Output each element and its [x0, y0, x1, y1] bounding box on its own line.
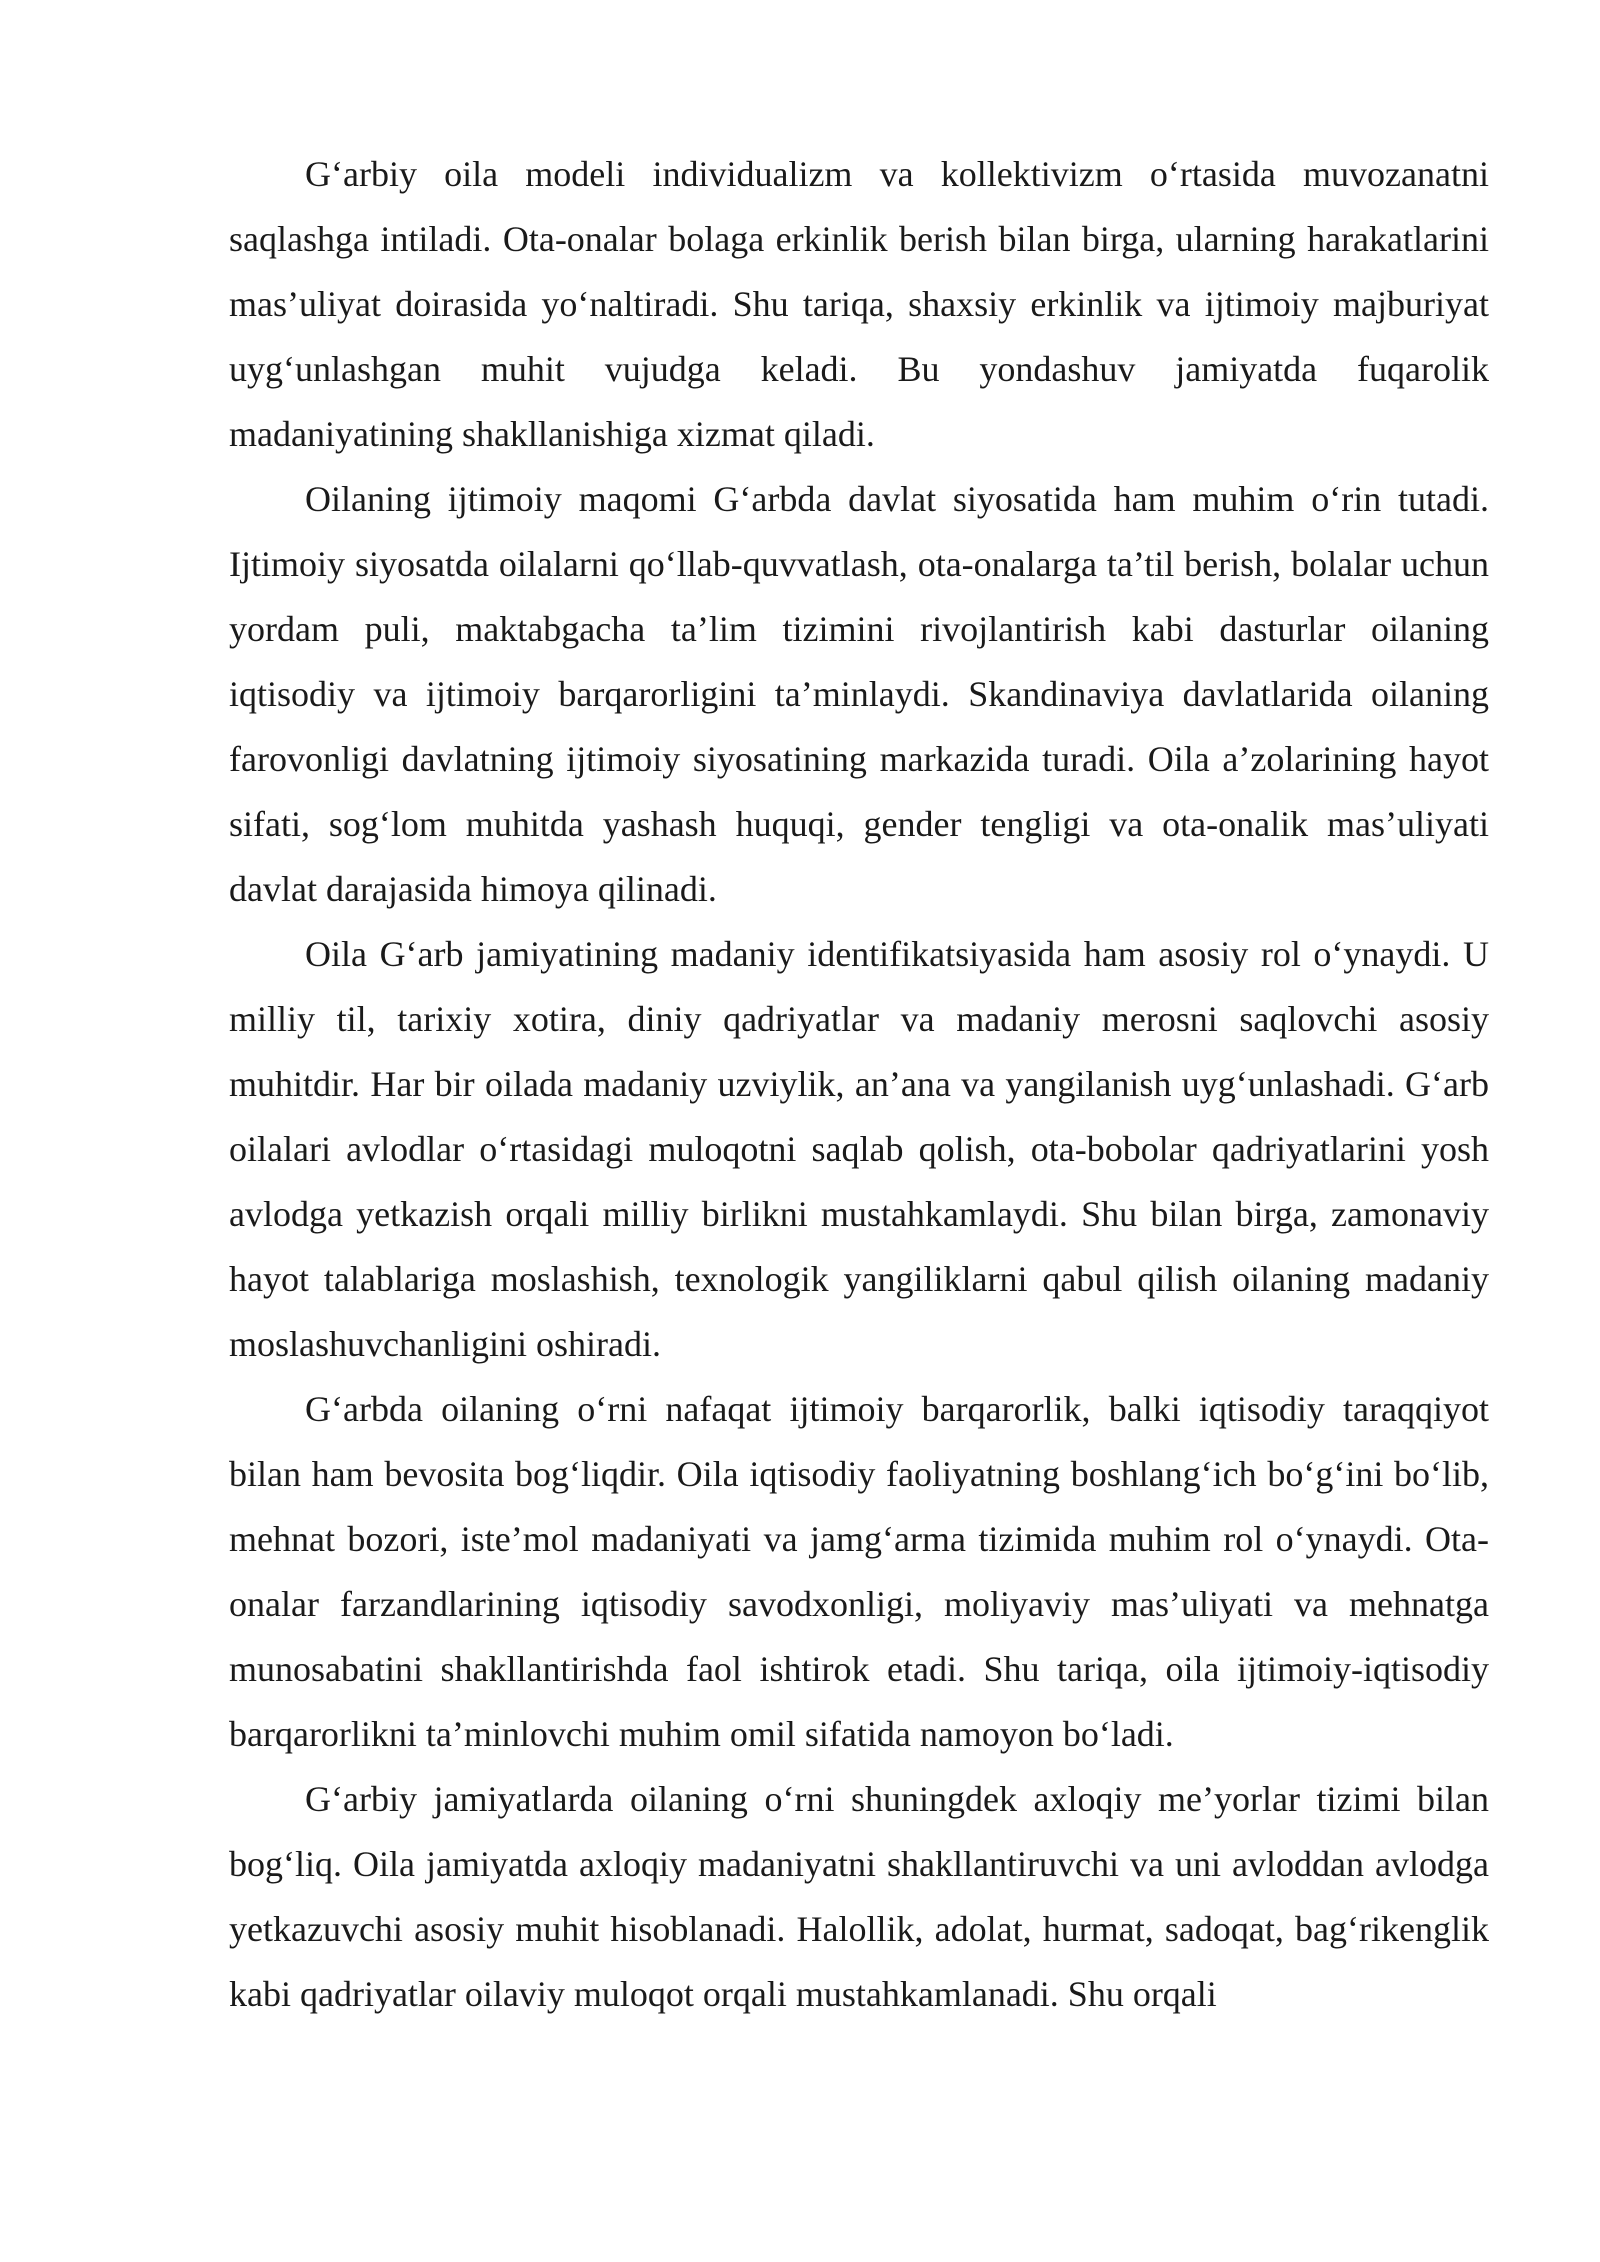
paragraph: Oilaning ijtimoiy maqomi G‘arbda davlat siyosatida ham muhim o‘rin tutadi. Ijtimoiy siyosatda oilalarni qo‘llab-quvvatlash, ota-onalarga ta’til berish, bolalar uchun yordam puli, maktabgacha ta’lim tizimini rivojlantirish kabi dasturlar oilaning iqtisodiy va ijtimoiy barqarorligini ta’minlaydi. Skandinaviya davlatlarida oilaning farovonligi davlatning ijtimoiy siyosatining markazida turadi. Oila a’zolarining hayot sifati, sog‘lom muhitda yashash huquqi, gender tengligi va ota-onalik mas’uliyati davlat darajasida himoya qilinadi. [229, 479, 1489, 909]
paragraph: G‘arbiy jamiyatlarda oilaning o‘rni shuningdek axloqiy me’yorlar tizimi bilan bog‘liq. Oila jamiyatda axloqiy madaniyatni shakllantiruvchi va uni avloddan avlodga yetkazuvchi asosiy muhit hisoblanadi. Halollik, adolat, hurmat, sadoqat, bag‘rikenglik kabi qadriyatlar oilaviy muloqot orqali mustahkamlanadi. Shu orqali [229, 1779, 1489, 2014]
paragraph: G‘arbda oilaning o‘rni nafaqat ijtimoiy barqarorlik, balki iqtisodiy taraqqiyot bilan ham bevosita bog‘liqdir. Oila iqtisodiy faoliyatning boshlang‘ich bo‘g‘ini bo‘lib, mehnat bozori, iste’mol madaniyati va jamg‘arma tizimida muhim rol o‘ynaydi. Ota-onalar farzandlarining iqtisodiy savodxonligi, moliyaviy mas’uliyati va mehnatga munosabatini shakllantirishda faol ishtirok etadi. Shu tariqa, oila ijtimoiy-iqtisodiy barqarorlikni ta’minlovchi muhim omil sifatida namoyon bo‘ladi. [229, 1389, 1489, 1754]
paragraph: G‘arbiy oila modeli individualizm va kollektivizm o‘rtasida muvozanatni saqlashga intiladi. Ota-onalar bolaga erkinlik berish bilan birga, ularning harakatlarini mas’uliyat doirasida yo‘naltiradi. Shu tariqa, shaxsiy erkinlik va ijtimoiy majburiyat uyg‘unlashgan muhit vujudga keladi. Bu yondashuv jamiyatda fuqarolik madaniyatining shakllanishiga xizmat qiladi. [229, 154, 1489, 454]
document-page [229, 142, 1489, 2027]
paragraph: Oila G‘arb jamiyatining madaniy identifikatsiyasida ham asosiy rol o‘ynaydi. U milliy til, tarixiy xotira, diniy qadriyatlar va madaniy merosni saqlovchi asosiy muhitdir. Har bir oilada madaniy uzviylik, an’ana va yangilanish uyg‘unlashadi. G‘arb oilalari avlodlar o‘rtasidagi muloqotni saqlab qolish, ota-bobolar qadriyatlarini yosh avlodga yetkazish orqali milliy birlikni mustahkamlaydi. Shu bilan birga, zamonaviy hayot talablariga moslashish, texnologik yangiliklarni qabul qilish oilaning madaniy moslashuvchanligini oshiradi. [229, 934, 1489, 1364]
